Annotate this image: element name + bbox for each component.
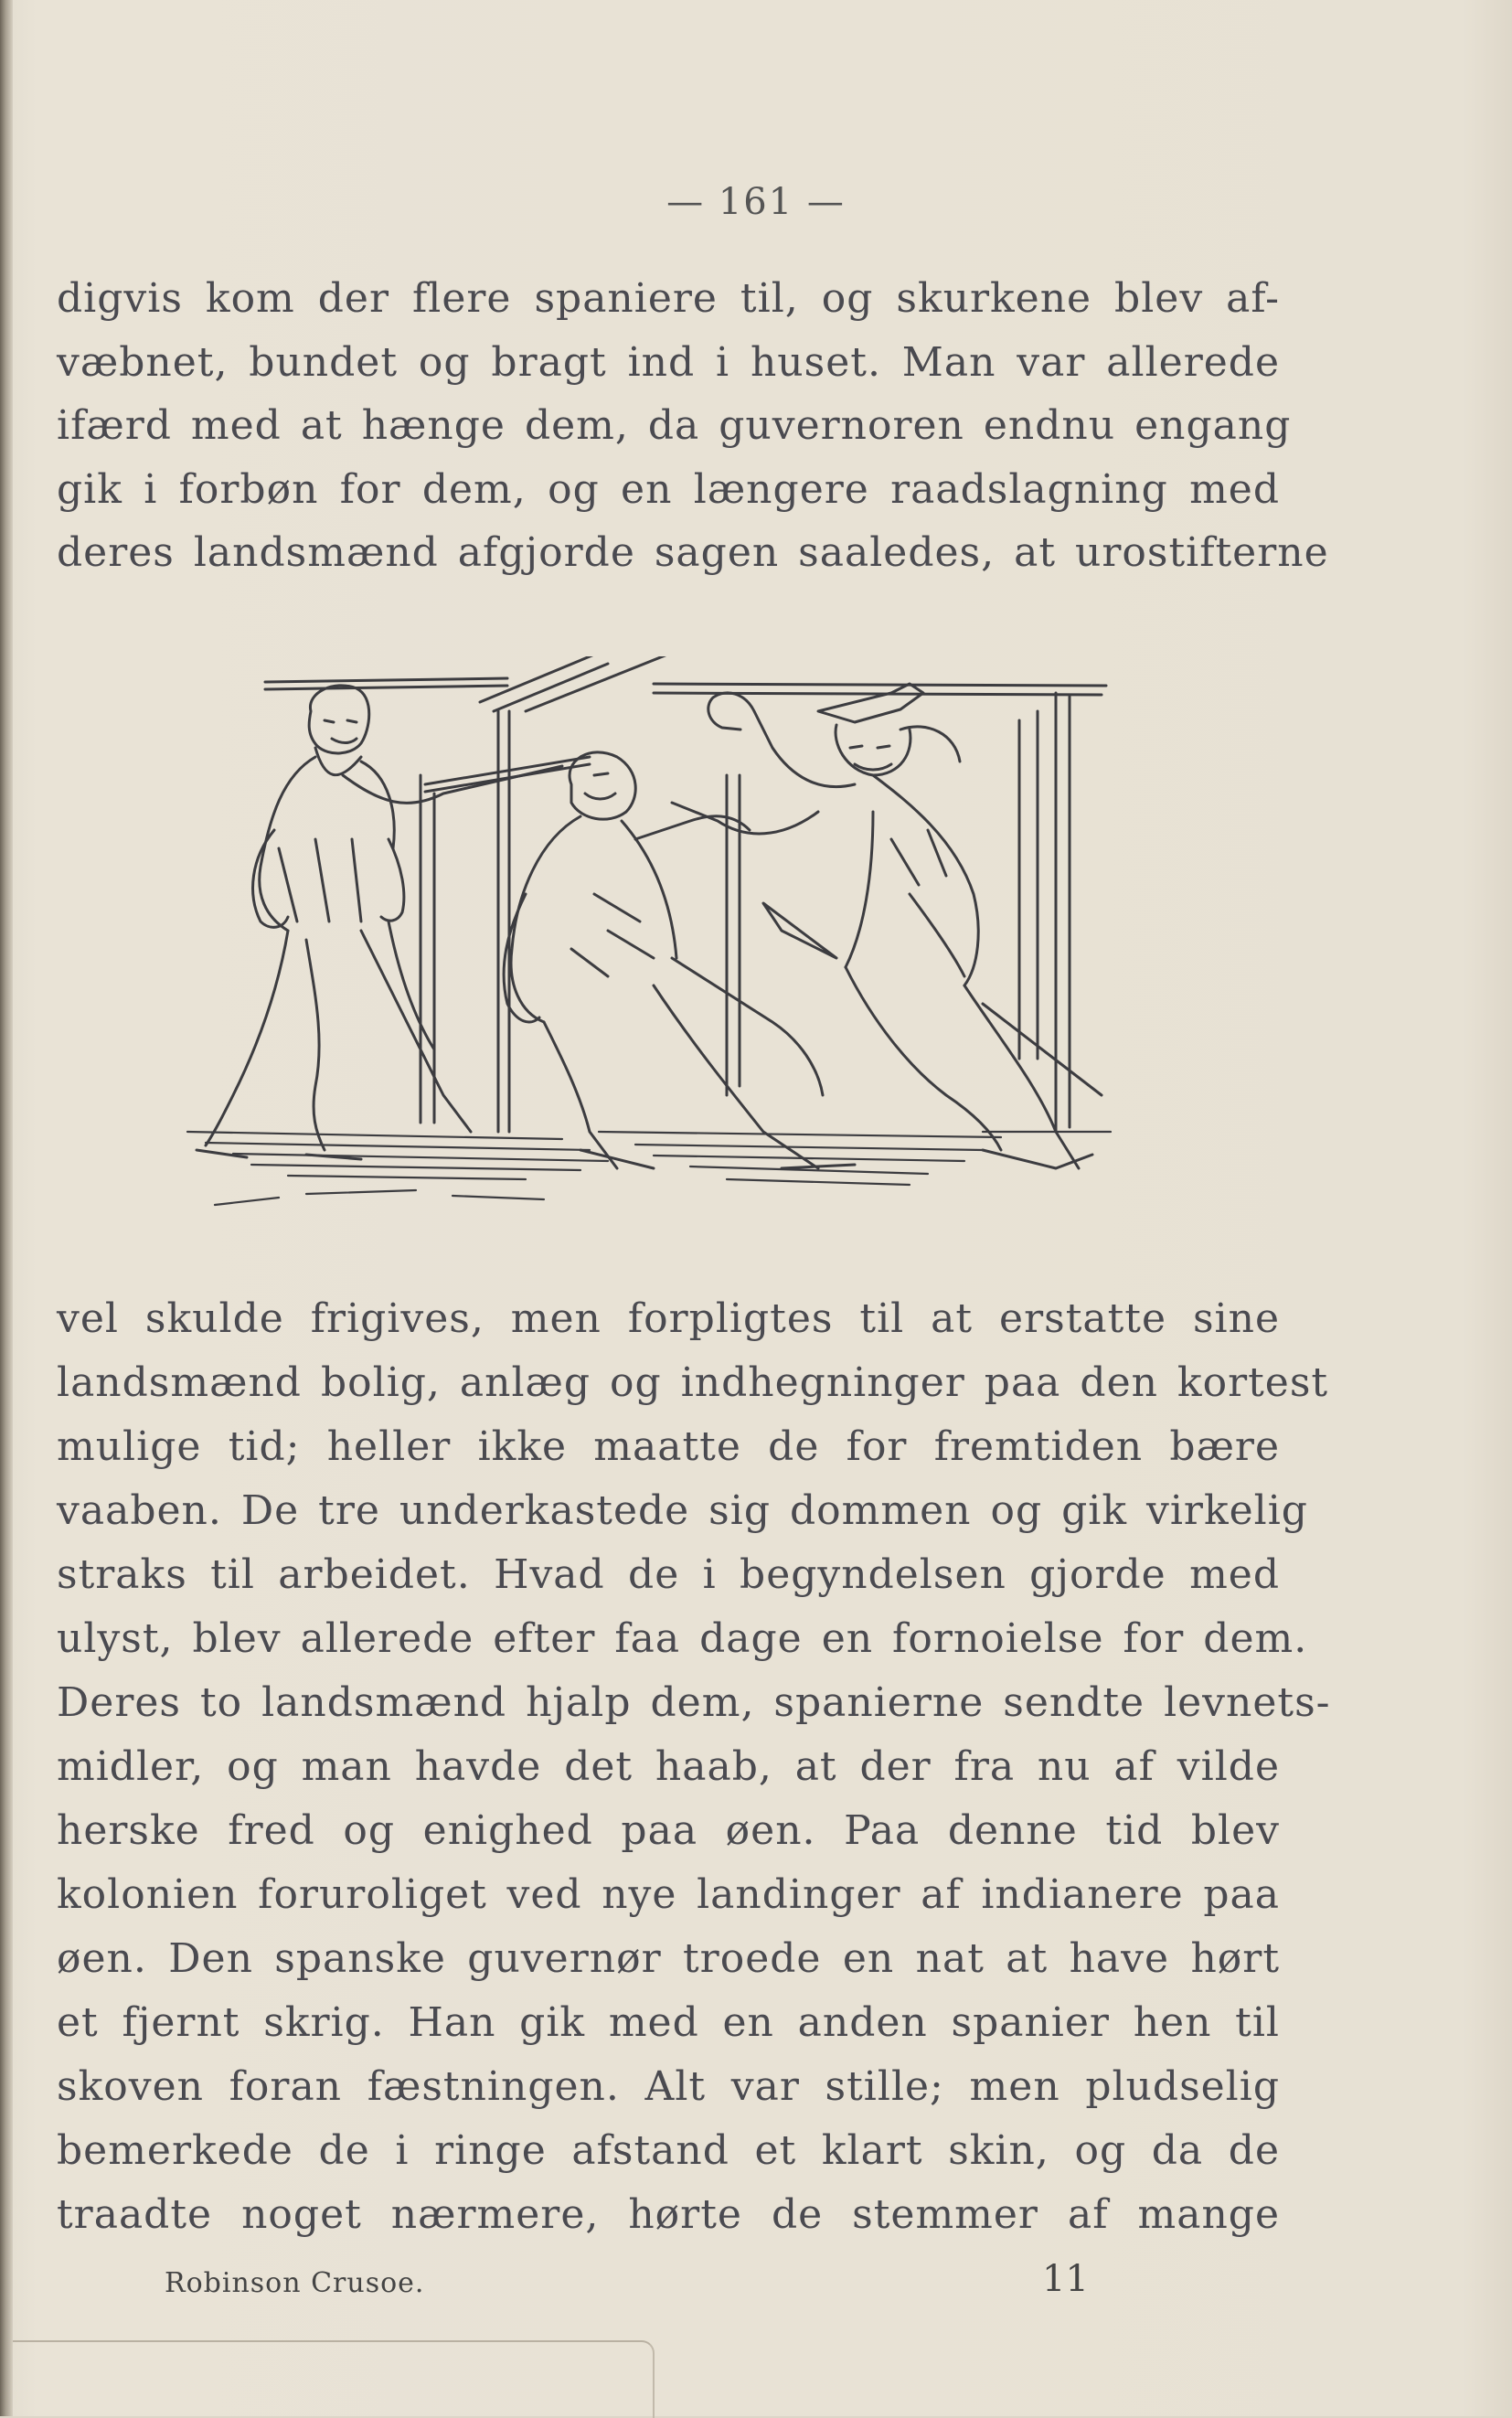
text-line: ifærd med at hænge dem, da guvernoren endnu engang: [57, 402, 1292, 449]
text-line: herske fred og enighed paa øen. Paa denne tid blev: [57, 1807, 1280, 1854]
woodcut-brawl-illustration: [178, 656, 1124, 1241]
text-line: et fjernt skrig. Han gik med en anden spanier hen til: [57, 1999, 1280, 2046]
text-line: midler, og man havde det haab, at der fra nu af vilde: [57, 1743, 1280, 1790]
text-line: øen. Den spanske guvernør troede en nat at have hørt: [57, 1935, 1280, 1982]
text-line: digvis kom der flere spaniere til, og skurkene blev af-: [57, 275, 1280, 322]
text-line: vel skulde frigives, men forpligtes til at erstatte sine: [57, 1295, 1280, 1342]
text-line: bemerkede de i ringe afstand et klart skin, og da de: [57, 2127, 1280, 2174]
text-line: skoven foran fæstningen. Alt var stille; men pludselig: [57, 2063, 1280, 2110]
page-fold-edge: [13, 2340, 655, 2418]
text-line: gik i forbøn for dem, og en længere raadslagning med: [57, 465, 1280, 513]
text-line: straks til arbeidet. Hvad de i begyndelsen gjorde med: [57, 1551, 1280, 1598]
text-line: ulyst, blev allerede efter faa dage en fornoielse for dem.: [57, 1615, 1308, 1662]
text-line: deres landsmænd afgjorde sagen saaledes, at urostifterne: [57, 529, 1329, 576]
text-line: landsmænd bolig, anlæg og indhegninger paa den kortest: [57, 1359, 1329, 1406]
paragraph-bottom: [57, 1287, 1331, 2247]
footer-book-title: Robinson Crusoe.: [165, 2267, 425, 2299]
text-line: Deres to landsmænd hjalp dem, spanierne sendte levnets-: [57, 1679, 1331, 1726]
paragraph-top: [57, 267, 1329, 585]
text-line: vaaben. De tre underkastede sig dommen og gik virkelig: [57, 1487, 1308, 1534]
text-line: traadte noget nærmere, hørte de stemmer af mange: [57, 2191, 1280, 2238]
book-spine-shadow: [0, 0, 13, 2416]
text-line: væbnet, bundet og bragt ind i huset. Man var allerede: [57, 338, 1280, 386]
text-line: mulige tid; heller ikke maatte de for fremtiden bære: [57, 1423, 1280, 1470]
page-number: — 161 —: [666, 181, 846, 223]
text-line: kolonien foruroliget ved nye landinger af indianere paa: [57, 1871, 1280, 1918]
footer-signature-number: 11: [1042, 2258, 1089, 2300]
